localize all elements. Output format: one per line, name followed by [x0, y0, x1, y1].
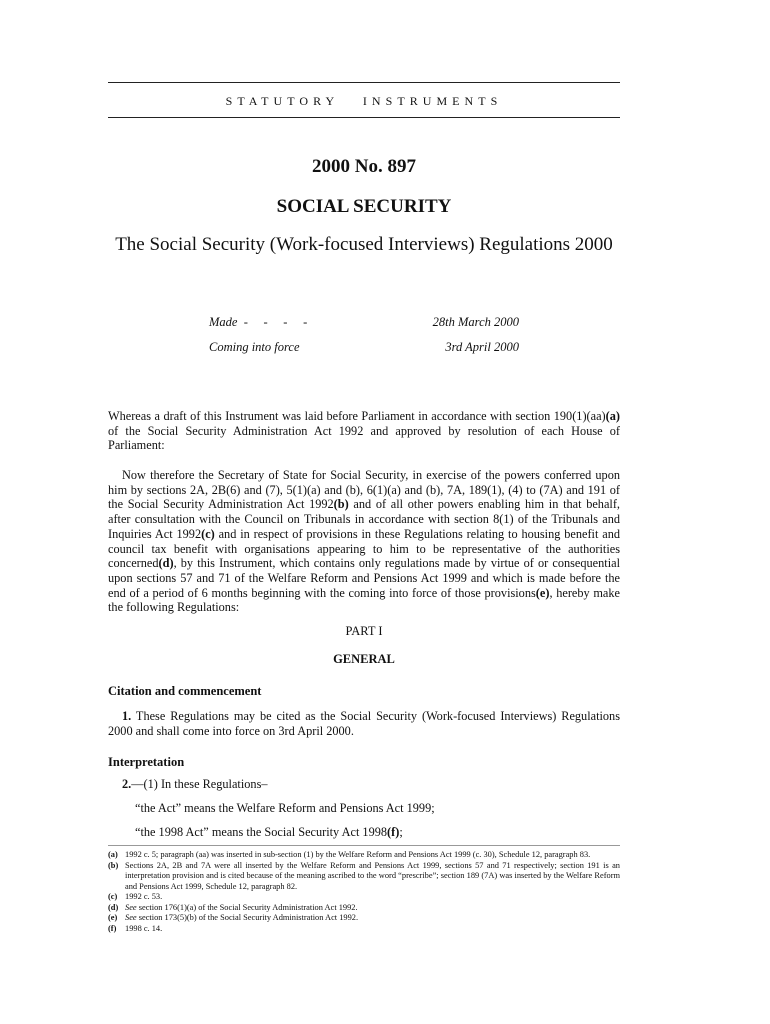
footnote	[108, 892, 620, 903]
footnote-see: See	[125, 902, 137, 912]
recital-text-cont: of the Social Security Administration Act 1992 and approved by resolution of each House of Parliament:	[108, 423, 620, 453]
footnote-ref-a: (a)	[605, 409, 620, 423]
recital-text: Whereas a draft of this Instrument was laid before Parliament in accordance with section 190(1)(aa)	[108, 409, 606, 423]
enacting-text-e: , hereby make the following Regulations:	[108, 585, 620, 615]
citation-heading: Citation and commencement	[108, 684, 262, 698]
definition-1998-act-text: “the 1998 Act” means the Social Security Act 1998	[135, 825, 388, 839]
footnote-marker: (c)	[108, 892, 118, 901]
footnotes	[108, 850, 620, 934]
footnote-text: 1992 c. 53.	[125, 892, 163, 901]
footnote-marker: (d)	[108, 902, 119, 912]
footnote-marker: (f)	[108, 923, 117, 933]
footnote-text: section 173(5)(b) of the Social Security Administration Act 1992.	[136, 913, 359, 922]
footnote-marker: (e)	[108, 913, 118, 922]
definition-1998-act	[135, 825, 403, 840]
part-heading: GENERAL	[333, 652, 395, 666]
series-rule	[108, 117, 620, 118]
enacting-text-c: and in respect of provisions in these Regulations relating to housing benefit and council tax benefit with organisations appearing to him to be representative of the authorities concerned	[108, 526, 620, 571]
footnote	[108, 861, 620, 893]
regulation-2	[108, 777, 620, 792]
made-value: 28th March 2000	[432, 315, 519, 329]
series-heading: STATUTORY INSTRUMENTS	[225, 94, 503, 108]
definition-1998-act-end: ;	[399, 825, 403, 839]
footnote-ref-c: (c)	[201, 526, 215, 541]
enacting-text: Now therefore the Secretary of State for Social Security, in exercise of the powers conferred upon him by sections 2A, 2B(6) and (7), 5(1)(a) and (b), 6(1)(a) and (b), 7A, 189(1), (4) to (7A) and 191 of the Social Security Administration Act 1992	[108, 468, 620, 512]
regulation-1-text: These Regulations may be cited as the Social Security (Work-focused Interviews) Regulations 2000 and shall come into force on 3rd April 2000.	[108, 709, 620, 738]
recital-paragraph	[108, 409, 620, 453]
regulation-1-number: 1.	[122, 709, 132, 723]
footnote-ref-b: (b)	[333, 497, 349, 512]
interpretation-heading: Interpretation	[108, 755, 185, 769]
enacting-text-d: , by this Instrument, which contains only regulations made by virtue of or consequential upon sections 57 and 71 of the Welfare Reform and Pensions Act 1999 and which is made before the end of a period of 6 months beginning with the coming into force of those provisions	[108, 556, 620, 600]
footnote-ref-d: (d)	[158, 556, 174, 571]
footnote-rule	[108, 845, 620, 846]
footnote-text: Sections 2A, 2B and 7A were all inserted by the Welfare Reform and Pensions Act 1999, sections 57 and 71 respectively; section 191 is an interpretation provision and is cited because of the meaning ascribed to the word “prescribe”; section 189 (7A) was inserted by the Welfare Reform and Pensions Act 1999, Schedule 12, paragraph 82.	[125, 860, 620, 891]
footnote-see: See	[125, 913, 137, 922]
footnote-ref-e: (e)	[535, 585, 550, 600]
regulation-2-text: —(1) In these Regulations–	[131, 777, 268, 791]
force-value: 3rd April 2000	[445, 340, 519, 354]
enacting-text-b: and of all other powers enabling him in that behalf, after consultation with the Council on Tribunals in accordance with section 8(1) of the Tribunals and Inquiries Act 1992	[108, 497, 620, 541]
footnote	[108, 850, 620, 861]
part-label: PART I	[345, 624, 383, 638]
force-label: Coming into force	[209, 340, 300, 354]
regulation-1	[108, 709, 620, 738]
top-rule	[108, 82, 620, 83]
instrument-number: 2000 No. 897	[312, 156, 416, 177]
footnote	[108, 913, 620, 924]
footnote-text: section 176(1)(a) of the Social Security Administration Act 1992.	[136, 902, 358, 912]
footnote	[108, 903, 620, 914]
regulation-2-number: 2.	[122, 777, 132, 791]
made-label: Made - - - -	[209, 315, 308, 329]
enacting-paragraph	[108, 468, 620, 615]
subject-heading: SOCIAL SECURITY	[276, 196, 452, 217]
footnote-text: 1992 c. 5; paragraph (aa) was inserted in sub-section (1) by the Welfare Reform and Pensions Act 1999 (c. 30), Schedule 12, paragraph 83.	[125, 850, 591, 859]
footnote-text: 1998 c. 14.	[125, 923, 163, 933]
footnote-marker: (b)	[108, 860, 119, 870]
definition-the-act: “the Act” means the Welfare Reform and Pensions Act 1999;	[135, 801, 435, 815]
footnote-marker: (a)	[108, 850, 118, 859]
regulations-title: The Social Security (Work-focused Interviews) Regulations 2000	[115, 234, 613, 255]
footnote	[108, 924, 620, 935]
footnote-ref-f: (f)	[387, 825, 400, 839]
